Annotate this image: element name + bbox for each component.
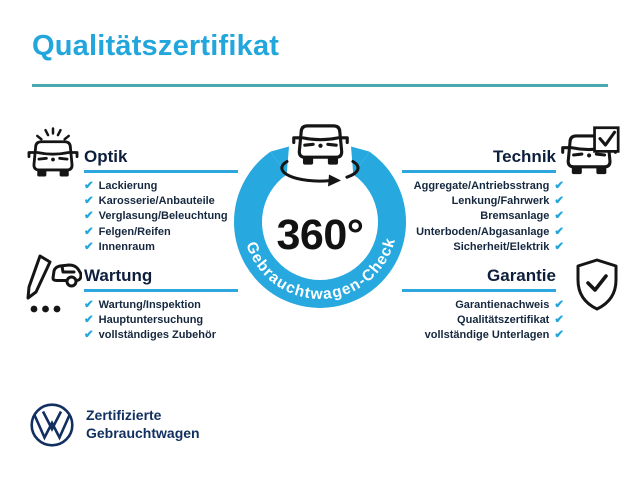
service-pen-car-icon <box>24 254 82 318</box>
list-item-label: vollständiges Zubehör <box>98 329 216 342</box>
list-item <box>84 225 238 240</box>
section-optik-underline <box>84 170 238 173</box>
list-item <box>84 240 238 255</box>
list-item <box>402 298 564 313</box>
list-item-label: Felgen/Reifen <box>98 225 171 238</box>
section-technik-underline <box>402 170 556 173</box>
section-technik <box>402 147 564 255</box>
check-icon: ✔ <box>554 195 564 208</box>
section-technik-heading: Technik <box>493 147 556 166</box>
footer-brand-text <box>86 407 200 442</box>
check-icon: ✔ <box>84 180 94 192</box>
check-icon: ✔ <box>554 225 564 238</box>
check-icon: ✔ <box>84 314 94 327</box>
list-item-label: Karosserie/Anbauteile <box>98 195 215 208</box>
vw-logo <box>29 402 75 448</box>
check-icon: ✔ <box>84 299 94 311</box>
section-garantie <box>402 266 564 344</box>
list-item-label: Aggregate/Antriebsstrang <box>413 180 550 192</box>
section-wartung-underline <box>84 289 238 292</box>
list-item <box>84 298 238 313</box>
list-item-label: Innenraum <box>98 240 155 253</box>
check-icon: ✔ <box>554 210 564 223</box>
footer-line2: Gebrauchtwagen <box>86 424 200 441</box>
section-wartung-heading: Wartung <box>84 266 153 285</box>
check-icon: ✔ <box>554 299 564 311</box>
check-icon: ✔ <box>84 195 94 208</box>
rotating-car-icon <box>282 126 358 187</box>
360-check-badge <box>220 105 420 330</box>
degrees-label: 360° <box>276 211 364 259</box>
list-item <box>402 240 564 255</box>
header-divider <box>32 84 608 87</box>
list-item <box>402 225 564 240</box>
section-optik-heading: Optik <box>84 147 128 166</box>
list-item <box>402 313 564 328</box>
check-icon: ✔ <box>84 210 94 223</box>
list-item-label: Lenkung/Fahrwerk <box>451 195 550 208</box>
check-icon: ✔ <box>84 240 94 253</box>
list-item-label: Bremsanlage <box>480 210 550 223</box>
list-item-label: Hauptuntersuchung <box>98 314 204 327</box>
section-wartung <box>84 266 238 344</box>
check-icon: ✔ <box>84 225 94 238</box>
list-item-label: Unterboden/Abgasanlage <box>416 225 550 238</box>
check-icon: ✔ <box>554 314 564 327</box>
check-icon: ✔ <box>84 329 94 342</box>
list-item-label: Sicherheit/Elektrik <box>453 240 550 253</box>
section-optik <box>84 147 238 255</box>
list-item <box>402 194 564 209</box>
list-item-label: vollständige Unterlagen <box>424 329 550 342</box>
list-item-label: Verglasung/Beleuchtung <box>98 210 228 223</box>
list-item-label: Qualitätszertifikat <box>457 314 550 327</box>
check-icon: ✔ <box>554 180 564 192</box>
check-icon: ✔ <box>554 240 564 253</box>
list-item <box>84 313 238 328</box>
car-shine-icon <box>26 126 80 184</box>
list-item <box>84 328 238 343</box>
list-item <box>402 179 564 194</box>
list-item-label: Wartung/Inspektion <box>98 299 201 311</box>
ring-curved-label: Gebrauchtwagen-Check <box>242 235 400 304</box>
section-garantie-underline <box>402 289 556 292</box>
list-item-label: Lackierung <box>98 180 158 192</box>
list-item <box>402 209 564 224</box>
list-item <box>402 328 564 343</box>
shield-check-icon <box>574 258 620 312</box>
list-item-label: Garantienachweis <box>455 299 550 311</box>
section-garantie-heading: Garantie <box>487 266 556 285</box>
car-checkbox-icon <box>560 126 620 184</box>
footer-line1: Zertifizierte <box>86 407 162 423</box>
list-item <box>84 179 238 194</box>
page-title: Qualitätszertifikat <box>32 30 280 62</box>
check-icon: ✔ <box>554 329 564 342</box>
list-item <box>84 194 238 209</box>
list-item <box>84 209 238 224</box>
